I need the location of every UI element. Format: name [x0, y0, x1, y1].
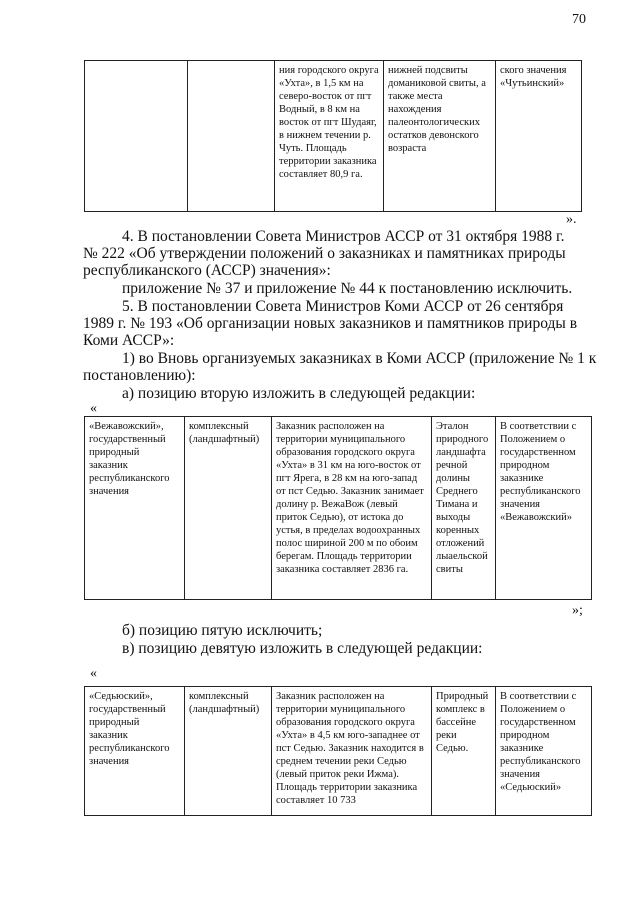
table-row — [85, 687, 592, 816]
table-cell: В соответствии с Положением о государственном природном заказнике республиканского значения «Седьюский» — [496, 687, 592, 816]
table-cell: В соответствии с Положением о государственном природном заказнике республиканского значения «Вежавожский» — [496, 417, 592, 600]
page-number: 70 — [572, 12, 586, 27]
table-cell — [85, 61, 188, 212]
vezhavozhsky-table — [84, 416, 592, 600]
sedyusky-table — [84, 686, 592, 816]
table-cell: Эталон природного ландшафта речной долины Среднего Тимана и выходы коренных отложений лыаельской свиты — [432, 417, 496, 600]
table-cell: Заказник расположен на территории муниципального образования городского округа «Ухта» в 4,5 км юго-западнее от пст Седью. Заказник находится в среднем течении реки Седью (левый приток реки Ижма). Площадь территории заказника составляет 10 733 — [272, 687, 432, 816]
paragraph-line: а) позицию вторую изложить в следующей редакции: — [122, 385, 476, 402]
table-cell: комплексный (ландшафтный) — [185, 417, 272, 600]
opening-quote: « — [90, 666, 97, 681]
continued-table — [84, 60, 582, 212]
paragraph-line: постановлению): — [83, 367, 196, 384]
closing-quote: ». — [566, 212, 577, 227]
paragraph-line: Коми АССР»: — [83, 332, 175, 349]
opening-quote: « — [90, 401, 97, 416]
table-row — [85, 417, 592, 600]
paragraph-line: 1989 г. № 193 «Об организации новых заказников и памятников природы в — [83, 315, 578, 332]
paragraph-line: республиканского (АССР) значения»: — [83, 262, 331, 279]
paragraph-line: приложение № 37 и приложение № 44 к постановлению исключить. — [122, 280, 573, 297]
paragraph-line: 4. В постановлении Совета Министров АССР от 31 октября 1988 г. — [122, 228, 565, 245]
table-cell: ского значения «Чутьинский» — [496, 61, 582, 212]
table-cell: «Вежавожский», государственный природный заказник республиканского значения — [85, 417, 185, 600]
paragraph-line: б) позицию пятую исключить; — [122, 622, 323, 639]
paragraph-line: в) позицию девятую изложить в следующей редакции: — [122, 640, 483, 657]
table-cell: нижней подсвиты доманиковой свиты, а также места нахождения палеонтологических остатков девонского возраста — [384, 61, 496, 212]
paragraph-line: 5. В постановлении Совета Министров Коми АССР от 26 сентября — [122, 298, 564, 315]
table-cell — [188, 61, 275, 212]
table-cell: ния городского округа «Ухта», в 1,5 км на северо-восток от пгт Водный, в 8 км на восток от пгт Шудаяг, в нижнем течении р. Чуть. Площадь территории заказника составляет 80,9 га. — [275, 61, 384, 212]
table-cell: комплексный (ландшафтный) — [185, 687, 272, 816]
table-cell: Заказник расположен на территории муниципального образования городского округа «Ухта» в 31 км на юго-восток от пгт Ярега, в 28 км на юго-запад от пст Седью. Заказник занимает долину р. ВежаВож (левый приток Седью), от истока до устья, в пределах водоохранных полос шириной 200 м по обоим берегам. Площадь территории заказника составляет 2836 га. — [272, 417, 432, 600]
closing-quote: »; — [572, 603, 583, 618]
paragraph-line: № 222 «Об утверждении положений о заказниках и памятниках природы — [83, 245, 566, 262]
paragraph-line: 1) во Вновь организуемых заказниках в Коми АССР (приложение № 1 к — [122, 350, 597, 367]
table-cell: «Седьюский», государственный природный заказник республиканского значения — [85, 687, 185, 816]
table-row — [85, 61, 582, 212]
table-cell: Природный комплекс в бассейне реки Седью. — [432, 687, 496, 816]
